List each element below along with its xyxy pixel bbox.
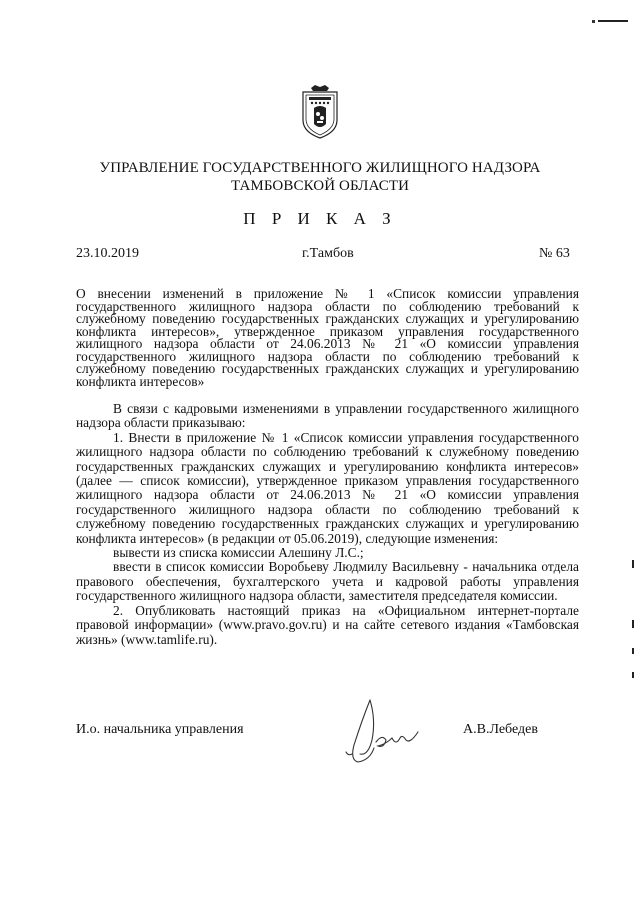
body-item-1a: вывести из списка комиссии Алешину Л.С.; [113, 545, 364, 561]
scan-artifact [632, 672, 634, 678]
handwritten-signature [340, 690, 440, 770]
document-number: № 63 [539, 246, 570, 261]
document-body [76, 402, 579, 647]
agency-name-line1: УПРАВЛЕНИЕ ГОСУДАРСТВЕННОГО ЖИЛИЩНОГО НАДЗОРА [99, 160, 541, 176]
body-item-1: 1. Внести в приложение № 1 «Список комиссии управления государственного жилищного надзора области по соблюдению требований к служебному поведению государственных гражданских служащих и урегулированию конфликта интересов» (далее — список комиссии), утвержденное приказом управления государственного жилищного надзора области от 24.06.2013 № 21 «О комиссии управления государственного жилищного надзора области по соблюдению требований к служебному поведению государственных гражданских служащих и урегулированию конфликта интересов» (в редакции от 05.06.2019), следующие изменения: [76, 429, 579, 546]
document-subject: О внесении изменений в приложение № 1 «Список комиссии управления государственного жилищного надзора области по соблюдению требований к служебному поведению государственных гражданских служащих и урегулированию конфликта интересов», утвержденное приказом управления государственного жилищного надзора области от 24.06.2013 № 21 «О комиссии управления государственного жилищного надзора области по соблюдению требований к служебному поведению государственных гражданских служащих и урегулированию конфликта интересов» [76, 286, 579, 389]
agency-name-line2: ТАМБОВСКОЙ ОБЛАСТИ [230, 178, 410, 194]
body-item-1b: ввести в список комиссии Воробьеву Людмилу Васильевну - начальника отдела правового обеспечения, бухгалтерского учета и кадровой работы управления государственного жилищного надзора области, заместителя председателя комиссии. [76, 559, 579, 604]
document-type: П Р И К А З [243, 209, 397, 228]
scan-artifact [632, 560, 634, 568]
body-item-2: 2. Опубликовать настоящий приказ на «Официальном интернет-портале правовой информации» (www.pravo.gov.ru) и на сайте сетевого издания «Тамбовская жизнь» (www.tamlife.ru). [76, 602, 579, 647]
scan-artifact [632, 620, 634, 628]
scan-artifact [632, 648, 634, 654]
document-city: г.Тамбов [302, 246, 354, 261]
body-intro: В связи с кадровыми изменениями в управлении государственного жилищного надзора области приказываю: [76, 401, 579, 431]
signatory-role: И.о. начальника управления [76, 722, 244, 737]
signatory-name: А.В.Лебедев [463, 722, 538, 737]
coat-of-arms-icon [299, 84, 341, 140]
document-date: 23.10.2019 [76, 246, 139, 261]
scan-artifact [592, 18, 632, 24]
